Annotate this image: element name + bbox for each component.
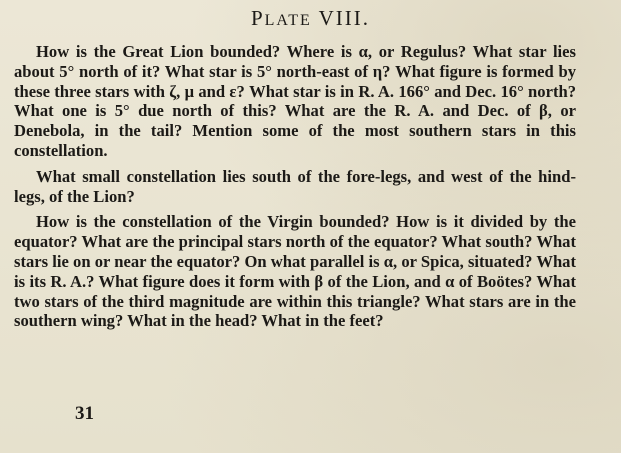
plate-heading [0,6,621,31]
plate-heading-word: LATE [264,12,312,29]
plate-heading-number: VIII. [318,6,371,30]
paragraph-small-constellation: What small constellation lies south of the fore-legs, and west of the hind-legs, of the Lion? [14,166,576,206]
paragraph-lion: How is the Great Lion bounded? Where is α, or Regulus? What star lies about 5° north of it? What star is 5° north-east of η? What figure is formed by these three stars with ζ, μ and ε? What star is in R. A. 166° and Dec. 16° north? What one is 5° due north of this? What are the R. A. and Dec. of β, or Denebola, in the tail? Mention some of the most southern stars in this constellation. [14,42,576,160]
paragraph-virgin: How is the constellation of the Virgin bounded? How is it divided by the equator? What are the principal stars north of the equator? What south? What stars lie on or near the equator? On what parallel is α, or Spica, situated? What is its R. A.? What figure does it form with β of the Lion, and α of Boötes? What two stars of the third magnitude are within this triangle? What stars are in the southern wing? What in the head? What in the feet? [14,212,576,331]
page-number: 31 [75,403,94,424]
plate-heading-initial: P [250,6,265,30]
questions-text [14,42,576,337]
